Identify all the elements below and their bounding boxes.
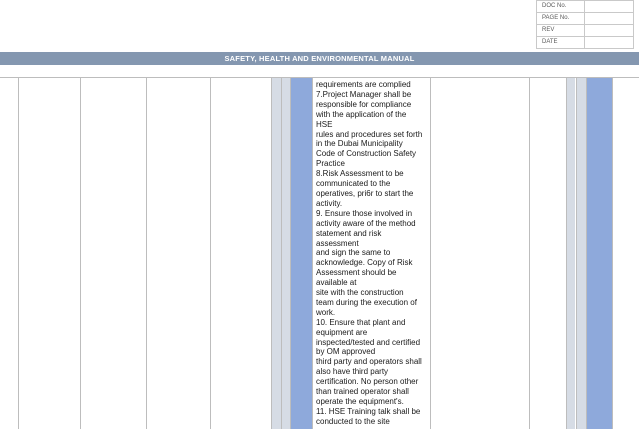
text-line: 10. Ensure that plant and — [316, 317, 406, 327]
column-divider — [290, 78, 291, 429]
column-divider — [576, 78, 577, 429]
text-line: operatives, pri6r to start the — [316, 188, 414, 198]
text-line: certification. No person other — [316, 377, 419, 387]
text-line: and sign the same to — [316, 248, 391, 258]
text-line: communicated to the — [316, 179, 391, 189]
text-line: 7.Project Manager shall be — [316, 89, 412, 99]
text-line: work. — [316, 307, 336, 317]
date-value — [585, 37, 634, 49]
text-line: acknowledge. Copy of Risk — [316, 258, 413, 268]
text-line: activity. — [316, 198, 343, 208]
rev-value — [585, 25, 634, 37]
text-line: with the application of the — [316, 109, 407, 119]
date-row — [537, 37, 634, 49]
column-shade-light — [576, 78, 586, 429]
manual-title: SAFETY, HEALTH AND ENVIRONMENTAL MANUAL — [0, 52, 639, 65]
text-line: rules and procedures set forth — [316, 129, 423, 139]
text-line: Code of Construction Safety — [316, 149, 417, 159]
text-line: by OM approved — [316, 347, 376, 357]
page-no-row — [537, 13, 634, 25]
table-top-border — [0, 77, 639, 78]
text-line: than trained operator shall — [316, 387, 409, 397]
text-line: in the Dubai Municipality — [316, 139, 403, 149]
text-line: third party and operators shall — [316, 357, 422, 367]
document-meta-block — [0, 0, 639, 52]
column-divider — [80, 78, 81, 429]
column-shade-dark — [290, 78, 312, 429]
text-line: available at — [316, 278, 357, 288]
text-line: 11. HSE Training talk shall be — [316, 406, 421, 416]
doc-no-value — [585, 1, 634, 13]
column-divider — [210, 78, 211, 429]
document-control-table — [536, 0, 634, 49]
column-divider — [566, 78, 567, 429]
procedure-text — [316, 80, 426, 427]
column-divider — [271, 78, 272, 429]
text-line: equipment are — [316, 327, 368, 337]
text-line: 8.Risk Assessment to be — [316, 169, 404, 179]
text-line: Practice — [316, 159, 345, 169]
column-divider — [612, 78, 613, 429]
text-line: conducted to the site — [316, 416, 390, 426]
date-label: DATE — [537, 37, 585, 49]
column-shade-light — [272, 78, 281, 429]
text-line: also have third party — [316, 367, 389, 377]
page-no-label: PAGE No. — [537, 13, 585, 25]
text-line: requirements are complied — [316, 80, 411, 89]
column-divider — [430, 78, 431, 429]
text-line: activity aware of the method — [316, 218, 416, 228]
column-divider — [312, 78, 313, 429]
column-divider — [146, 78, 147, 429]
doc-no-label: DOC No. — [537, 1, 585, 13]
text-line: site with the construction — [316, 288, 404, 298]
text-line: HSE — [316, 119, 333, 129]
rev-row — [537, 25, 634, 37]
column-divider — [18, 78, 19, 429]
text-line: statement and risk — [316, 228, 382, 238]
column-shade-light — [281, 78, 290, 429]
text-line: assessment — [316, 238, 359, 248]
doc-no-row — [537, 1, 634, 13]
text-line: operate the equipment's. — [316, 397, 404, 406]
text-line: Assessment should be — [316, 268, 397, 278]
rev-label: REV — [537, 25, 585, 37]
text-line: inspected/tested and certified — [316, 337, 421, 347]
column-divider — [281, 78, 282, 429]
column-divider — [529, 78, 530, 429]
text-line: responsible for compliance — [316, 99, 412, 109]
text-line: team during the execution of — [316, 297, 417, 307]
page-no-value — [585, 13, 634, 25]
column-divider — [586, 78, 587, 429]
column-shade-dark — [586, 78, 612, 429]
text-line: 9. Ensure those involved in — [316, 208, 413, 218]
column-shade-light — [566, 78, 575, 429]
